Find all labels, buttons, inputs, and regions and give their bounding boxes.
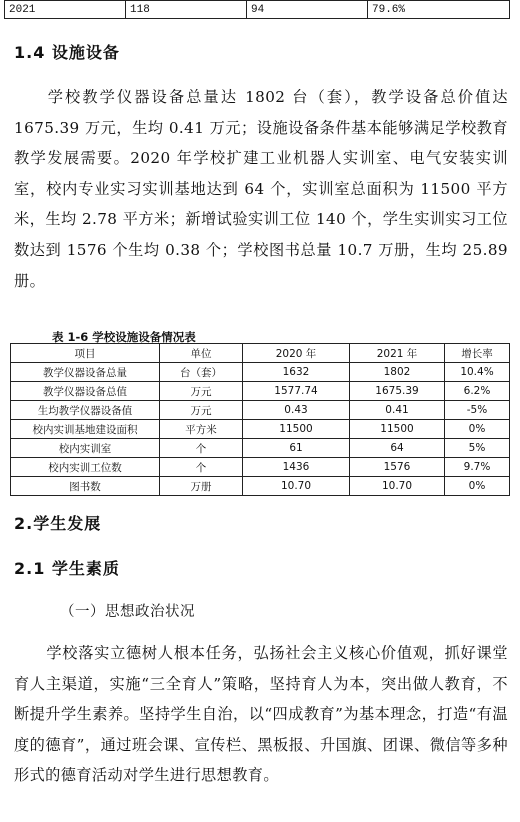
table-cell: 台（套） [160, 363, 243, 382]
table-cell: 10.70 [243, 477, 350, 496]
table-cell: 79.6% [368, 1, 510, 19]
table-cell: 1577.74 [243, 382, 350, 401]
previous-table-last-row [4, 0, 510, 19]
table-cell: 1632 [243, 363, 350, 382]
table-cell: 万元 [160, 382, 243, 401]
column-header-growth: 增长率 [445, 344, 510, 363]
section-heading-student-quality: 2.1 学生素质 [14, 559, 120, 578]
table-cell: 生均教学仪器设备值 [11, 401, 160, 420]
table-caption: 表 1-6 学校设施设备情况表 [52, 330, 196, 344]
section-heading-facilities: 1.4 设施设备 [14, 43, 120, 62]
table-row [11, 458, 510, 477]
table-row [11, 382, 510, 401]
table-cell: 1802 [350, 363, 445, 382]
table-cell: 0% [445, 420, 510, 439]
table-row [5, 1, 510, 19]
table-cell: 万元 [160, 401, 243, 420]
table-header-row [11, 344, 510, 363]
table-cell: 0% [445, 477, 510, 496]
table-cell: 教学仪器设备总值 [11, 382, 160, 401]
table-cell: 万册 [160, 477, 243, 496]
table-row [11, 420, 510, 439]
table-cell: 1576 [350, 458, 445, 477]
table-cell: 118 [126, 1, 247, 19]
table-cell: 61 [243, 439, 350, 458]
column-header-2020: 2020 年 [243, 344, 350, 363]
table-row [11, 477, 510, 496]
table-cell: 1675.39 [350, 382, 445, 401]
table-row [11, 439, 510, 458]
table-cell: 10.4% [445, 363, 510, 382]
table-cell: 校内实训室 [11, 439, 160, 458]
table-cell: 5% [445, 439, 510, 458]
table-cell: 校内实训工位数 [11, 458, 160, 477]
table-cell: 0.43 [243, 401, 350, 420]
table-cell: 11500 [243, 420, 350, 439]
facilities-paragraph [14, 82, 508, 296]
section-heading-student-development: 2.学生发展 [14, 514, 102, 533]
table-cell: 10.70 [350, 477, 445, 496]
table-cell: 64 [350, 439, 445, 458]
column-header-2021: 2021 年 [350, 344, 445, 363]
table-cell: 个 [160, 458, 243, 477]
table-cell: 6.2% [445, 382, 510, 401]
table-cell: 94 [247, 1, 368, 19]
table-cell: 个 [160, 439, 243, 458]
facilities-table [10, 343, 510, 496]
table-cell: 1436 [243, 458, 350, 477]
column-header-unit: 单位 [160, 344, 243, 363]
table-cell: 平方米 [160, 420, 243, 439]
column-header-item: 项目 [11, 344, 160, 363]
ideology-paragraph [14, 638, 508, 791]
table-row [11, 401, 510, 420]
table-cell: 0.41 [350, 401, 445, 420]
facilities-paragraph-text: 学校教学仪器设备总量达 1802 台（套），教学设备总价值达 1675.39 万元，生均 0.41 万元；设施设备条件基本能够满足学校教育教学发展需要。2020 年学校扩建工业机器人实训室、电气安装实训室，校内专业实习实训基地达到 64 个，实训室总面积为 11500 平方米，生均 2.78 平方米；新增试验实训工位 140 个，学生实训实习工位数达到 1576 个生均 0.38 个；学校图书总量 10.7 万册，生均 25.89 册。 [14, 88, 508, 290]
table-cell: 2021 [5, 1, 126, 19]
subheading-ideology: （一）思想政治状况 [60, 604, 195, 620]
table-cell: 教学仪器设备总量 [11, 363, 160, 382]
table-cell: 图书数 [11, 477, 160, 496]
table-cell: -5% [445, 401, 510, 420]
table-cell: 11500 [350, 420, 445, 439]
table-row [11, 363, 510, 382]
table-cell: 9.7% [445, 458, 510, 477]
table-cell: 校内实训基地建设面积 [11, 420, 160, 439]
ideology-paragraph-text: 学校落实立德树人根本任务，弘扬社会主义核心价值观，抓好课堂育人主渠道，实施“三全育人”策略，坚持育人为本，突出做人教育，不断提升学生素养。坚持学生自治，以“四成教育”为基本理念，打造“有温度的德育”，通过班会课、宣传栏、黑板报、升国旗、团课、微信等多种形式的德育活动对学生进行思想教育。 [14, 644, 508, 785]
